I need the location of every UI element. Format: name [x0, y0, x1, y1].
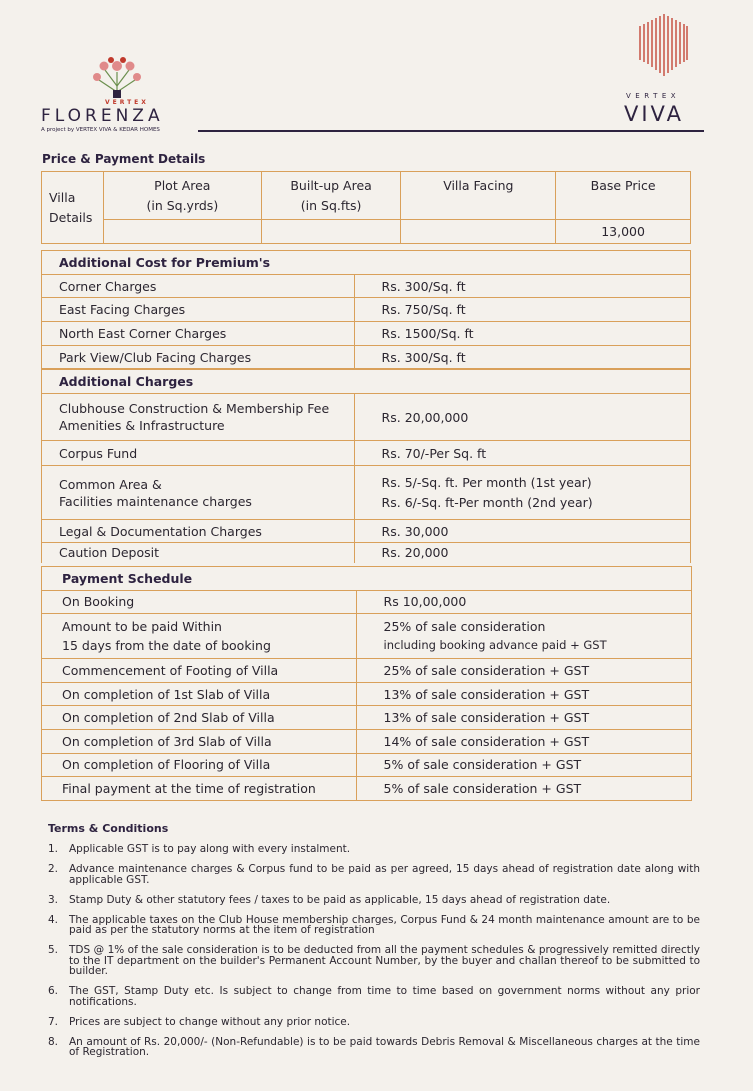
table-row [42, 298, 691, 322]
list-item: 5. TDS @ 1% of the sale consideration is to be deducted from all the payment schedules & progressively remitted directly to the IT department on the builder's Permanent Account Number, by the buyer and challan thereof to be submitted to builder. [48, 944, 700, 977]
table-row [42, 777, 692, 801]
additional-charges-table [41, 369, 691, 563]
table-row [42, 753, 692, 777]
caution-value: Rs. 20,000 [354, 543, 690, 563]
schedule-label: On completion of Flooring of Villa [42, 753, 357, 777]
table-row [42, 614, 692, 659]
table-row [42, 706, 692, 730]
schedule-label: On completion of 1st Slab of Villa [42, 682, 357, 706]
schedule-label: Amount to be paid Within 15 days from the date of booking [42, 614, 357, 659]
list-item: 2. Advance maintenance charges & Corpus fund to be paid as per agreed, 15 days ahead of registration date along with applicable GST. [48, 863, 700, 886]
cube-logo-icon [637, 12, 689, 78]
premium-value: Rs. 750/Sq. ft [354, 298, 690, 322]
schedule-value: 13% of sale consideration + GST [356, 706, 691, 730]
premium-value: Rs. 1500/Sq. ft [354, 322, 690, 346]
list-item: 6. The GST, Stamp Duty etc. Is subject to change from time to time based on government norms without any prior notifications. [48, 985, 700, 1008]
premium-title: Additional Cost for Premium's [42, 251, 691, 275]
list-item: 3. Stamp Duty & other statutory fees / taxes to be paid as applicable, 15 days ahead of registration date. [48, 893, 611, 906]
list-item: 7. Prices are subject to change without any prior notice. [48, 1015, 351, 1028]
florenza-vertex-label: VERTEX [105, 99, 149, 106]
flower-emblem-icon [89, 52, 145, 100]
base-price-value: 13,000 [556, 220, 691, 244]
schedule-label: Final payment at the time of registration [42, 777, 357, 801]
legal-value: Rs. 30,000 [354, 520, 690, 543]
common-area-label: Common Area & Facilities maintenance charges [42, 466, 355, 520]
table-row [42, 543, 691, 563]
plot-area-value [103, 220, 261, 244]
schedule-label: Commencement of Footing of Villa [42, 659, 357, 683]
table-row [42, 345, 691, 369]
corpus-label: Corpus Fund [42, 441, 355, 466]
caution-label: Caution Deposit [42, 543, 355, 563]
clubhouse-value: Rs. 20,00,000 [354, 394, 690, 441]
table-row [42, 590, 692, 614]
table-row [42, 172, 691, 220]
section-title: Price & Payment Details [42, 152, 206, 166]
premium-value: Rs. 300/Sq. ft [354, 274, 690, 298]
vertex-viva-logo [620, 12, 710, 124]
florenza-wordmark: FLORENZA [41, 106, 164, 126]
schedule-value: 25% of sale consideration + GST [356, 659, 691, 683]
table-row [42, 567, 692, 591]
list-item: 4. The applicable taxes on the Club House membership charges, Corpus Fund & 24 month maintenance amount are to be paid as per the statutory norms at the item of registration [48, 913, 700, 936]
table-row [42, 729, 692, 753]
terms-list [48, 844, 700, 1067]
premium-label: North East Corner Charges [42, 322, 355, 346]
clubhouse-label: Clubhouse Construction & Membership Fee Amenities & Infrastructure [42, 394, 355, 441]
viva-wordmark: VIVA [624, 102, 684, 126]
premium-label: Corner Charges [42, 274, 355, 298]
villa-details-table [41, 171, 691, 244]
viva-vertex-label: VERTEX [626, 92, 681, 100]
schedule-value: 14% of sale consideration + GST [356, 729, 691, 753]
florenza-tagline: A project by VERTEX VIVA & KEDAR HOMES [41, 127, 160, 133]
table-row [42, 394, 691, 441]
table-row [42, 520, 691, 543]
plot-area-header: Plot Area (in Sq.yrds) [103, 172, 261, 220]
corpus-value: Rs. 70/-Per Sq. ft [354, 441, 690, 466]
base-price-header: Base Price [556, 172, 691, 220]
schedule-value: 5% of sale consideration + GST [356, 753, 691, 777]
schedule-value: 13% of sale consideration + GST [356, 682, 691, 706]
villa-facing-header: Villa Facing [401, 172, 556, 220]
legal-label: Legal & Documentation Charges [42, 520, 355, 543]
charges-title: Additional Charges [42, 370, 691, 394]
schedule-value: Rs 10,00,000 [356, 590, 691, 614]
table-row [42, 659, 692, 683]
villa-details-label: Villa Details [42, 172, 104, 244]
schedule-value: 5% of sale consideration + GST [356, 777, 691, 801]
villa-facing-value [401, 220, 556, 244]
table-row [42, 274, 691, 298]
table-row [42, 251, 691, 275]
built-up-area-value [261, 220, 401, 244]
payment-schedule-table [41, 566, 692, 801]
common-area-value: Rs. 5/-Sq. ft. Per month (1st year) Rs. 6/-Sq. ft-Per month (2nd year) [354, 466, 690, 520]
table-row [42, 220, 691, 244]
schedule-title: Payment Schedule [42, 567, 692, 591]
list-item: 8. An amount of Rs. 20,000/- (Non-Refundable) is to be paid towards Debris Removal & Miscellaneous charges at the time of Registration. [48, 1035, 700, 1058]
table-row [42, 441, 691, 466]
schedule-label: On completion of 3rd Slab of Villa [42, 729, 357, 753]
table-row [42, 370, 691, 394]
schedule-label: On completion of 2nd Slab of Villa [42, 706, 357, 730]
schedule-label: On Booking [42, 590, 357, 614]
header-divider [198, 130, 704, 132]
table-row [42, 682, 692, 706]
premium-label: East Facing Charges [42, 298, 355, 322]
built-up-area-header: Built-up Area (in Sq.fts) [261, 172, 401, 220]
premium-cost-table [41, 250, 691, 369]
premium-label: Park View/Club Facing Charges [42, 345, 355, 369]
terms-title: Terms & Conditions [48, 822, 169, 835]
table-row [42, 466, 691, 520]
list-item: 1. Applicable GST is to pay along with every instalment. [48, 843, 351, 855]
schedule-value: 25% of sale consideration including booking advance paid + GST [356, 614, 691, 659]
table-row [42, 322, 691, 346]
premium-value: Rs. 300/Sq. ft [354, 345, 690, 369]
